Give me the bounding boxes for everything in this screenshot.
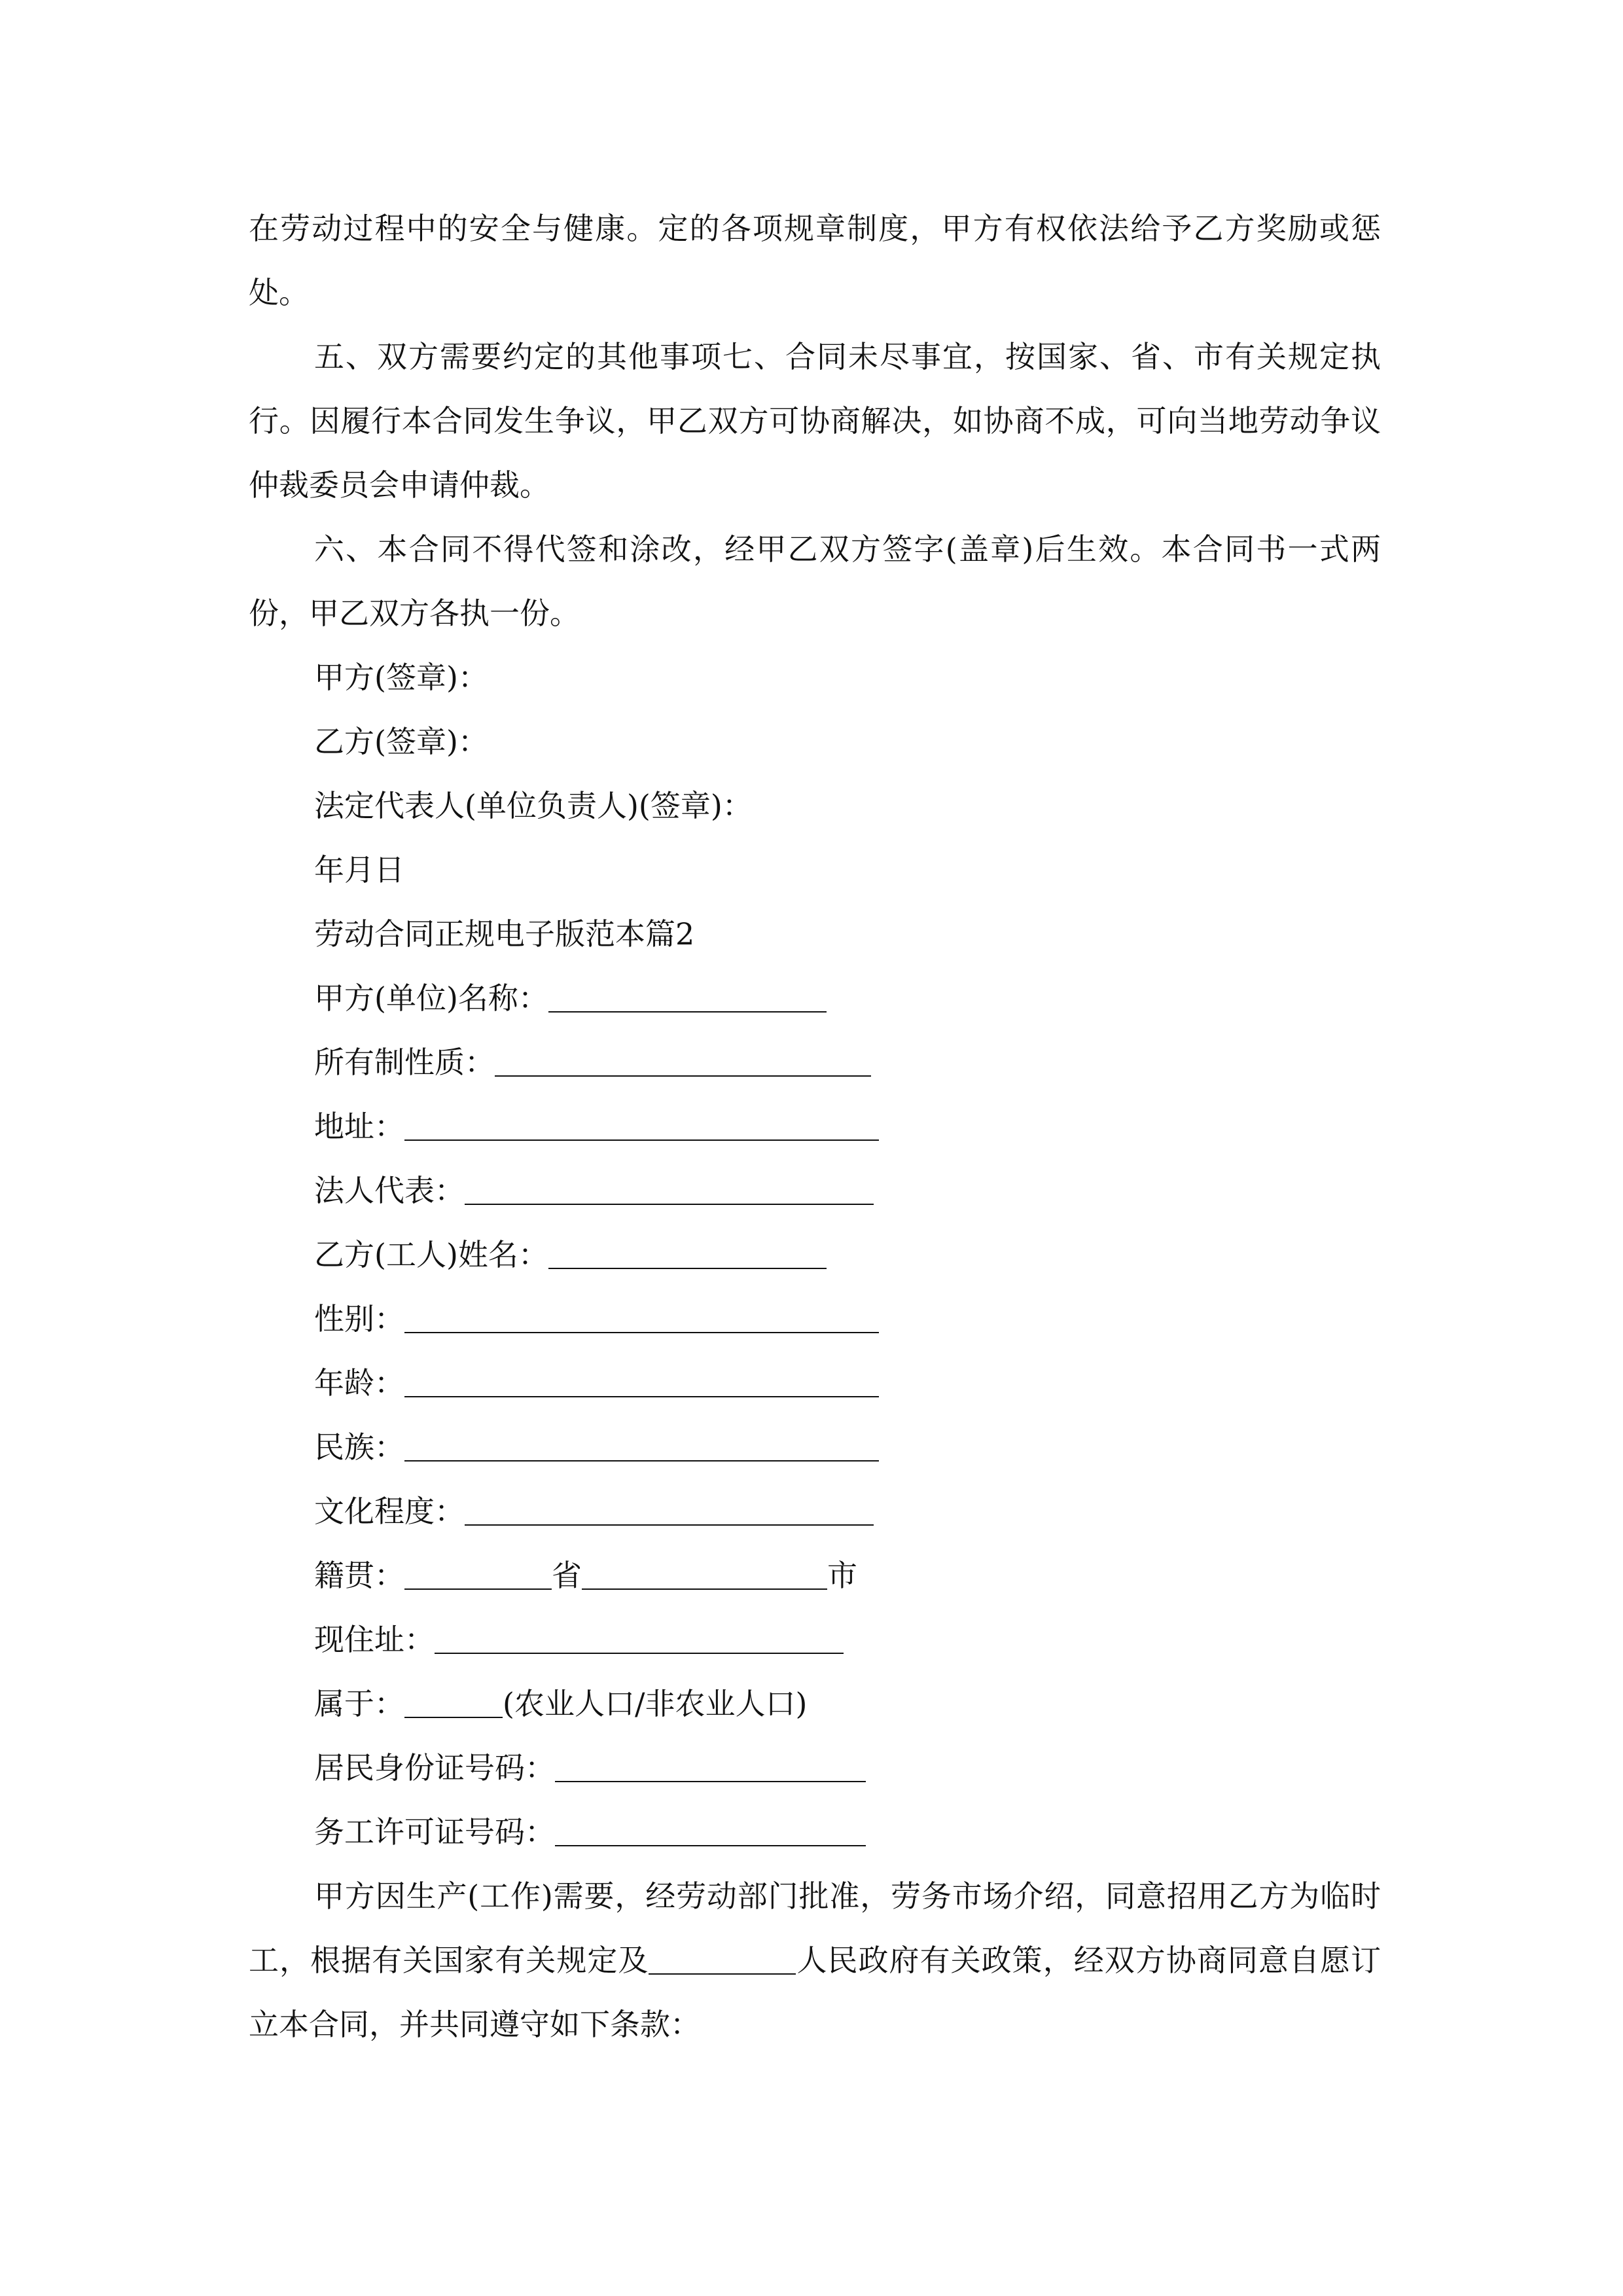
signature-party-b: 乙方(签章)： bbox=[314, 724, 488, 759]
field-label: 居民身份证号码： bbox=[314, 1750, 555, 1785]
field-employer-name bbox=[249, 966, 1381, 1030]
field-label: 属于： bbox=[314, 1686, 404, 1721]
field-belongs-to bbox=[249, 1672, 1381, 1736]
document-body bbox=[249, 196, 1381, 2056]
field-label: 乙方(工人)姓名： bbox=[314, 1237, 548, 1272]
section-title: 劳动合同正规电子版范本篇2 bbox=[314, 916, 695, 952]
fill-blank bbox=[404, 1688, 503, 1718]
fill-blank bbox=[435, 1624, 844, 1654]
fill-blank bbox=[465, 1175, 874, 1205]
recruitment-text-2: 人民政府有关政策，经双方协商同意自愿订立本合同，并共同遵守如下条款： bbox=[249, 1943, 1381, 2042]
fill-blank bbox=[404, 1431, 879, 1462]
fill-blank bbox=[404, 1303, 879, 1333]
field-id-number bbox=[249, 1736, 1381, 1800]
field-worker-name bbox=[249, 1223, 1381, 1287]
recruitment-text-1: 甲方因生产(工作)需要，经劳动部门批准，劳务市场介绍，同意招用乙方为临时工，根据有关国家有关规定及 bbox=[249, 1878, 1381, 1978]
field-age bbox=[249, 1351, 1381, 1415]
field-label: 务工许可证号码： bbox=[314, 1814, 555, 1850]
field-label: 年龄： bbox=[314, 1365, 404, 1401]
fill-blank bbox=[548, 1239, 827, 1269]
fill-blank bbox=[582, 1560, 827, 1590]
fill-blank bbox=[404, 1560, 552, 1590]
paragraph-clause-six: 六、本合同不得代签和涂改，经甲乙双方签字(盖章)后生效。本合同书一式两份，甲乙双方各执一份。 bbox=[249, 531, 1381, 631]
fill-blank bbox=[404, 1367, 879, 1397]
field-current-address bbox=[249, 1607, 1381, 1672]
paragraph-clause-five: 五、双方需要约定的其他事项七、合同未尽事宜，按国家、省、市有关规定执行。因履行本合同发生争议，甲乙双方可协商解决，如协商不成，可向当地劳动争议仲裁委员会申请仲裁。 bbox=[249, 339, 1381, 503]
signature-date: 年月日 bbox=[314, 852, 404, 888]
city-label: 市 bbox=[827, 1558, 857, 1593]
paragraph-safety: 在劳动过程中的安全与健康。定的各项规章制度，甲方有权依法给予乙方奖励或惩处。 bbox=[249, 211, 1381, 310]
field-label: 地址： bbox=[314, 1109, 404, 1144]
field-ownership bbox=[249, 1030, 1381, 1094]
field-label: 现住址： bbox=[314, 1622, 435, 1657]
fill-blank bbox=[495, 1047, 871, 1077]
fill-blank bbox=[465, 1496, 874, 1526]
field-native-place bbox=[249, 1543, 1381, 1607]
field-label: 文化程度： bbox=[314, 1494, 465, 1529]
field-gender bbox=[249, 1287, 1381, 1351]
field-label: 民族： bbox=[314, 1429, 404, 1465]
belongs-options: (农业人口/非农业人口) bbox=[503, 1686, 808, 1721]
field-label: 性别： bbox=[314, 1301, 404, 1336]
field-label: 籍贯： bbox=[314, 1558, 404, 1593]
field-education bbox=[249, 1479, 1381, 1543]
field-label: 甲方(单位)名称： bbox=[314, 980, 548, 1016]
fill-blank bbox=[404, 1111, 879, 1141]
field-label: 所有制性质： bbox=[314, 1045, 495, 1080]
field-ethnicity bbox=[249, 1415, 1381, 1479]
field-work-permit bbox=[249, 1800, 1381, 1864]
signature-party-a: 甲方(签章)： bbox=[314, 660, 488, 695]
field-legal-person bbox=[249, 1158, 1381, 1223]
fill-blank bbox=[649, 1945, 796, 1975]
paragraph-recruitment bbox=[249, 1864, 1381, 2056]
fill-blank bbox=[555, 1816, 866, 1846]
fill-blank bbox=[548, 982, 827, 1013]
signature-legal-rep: 法定代表人(单位负责人)(签章)： bbox=[314, 788, 753, 823]
fill-blank bbox=[555, 1752, 866, 1782]
province-label: 省 bbox=[552, 1558, 582, 1593]
field-address bbox=[249, 1094, 1381, 1158]
field-label: 法人代表： bbox=[314, 1173, 465, 1208]
